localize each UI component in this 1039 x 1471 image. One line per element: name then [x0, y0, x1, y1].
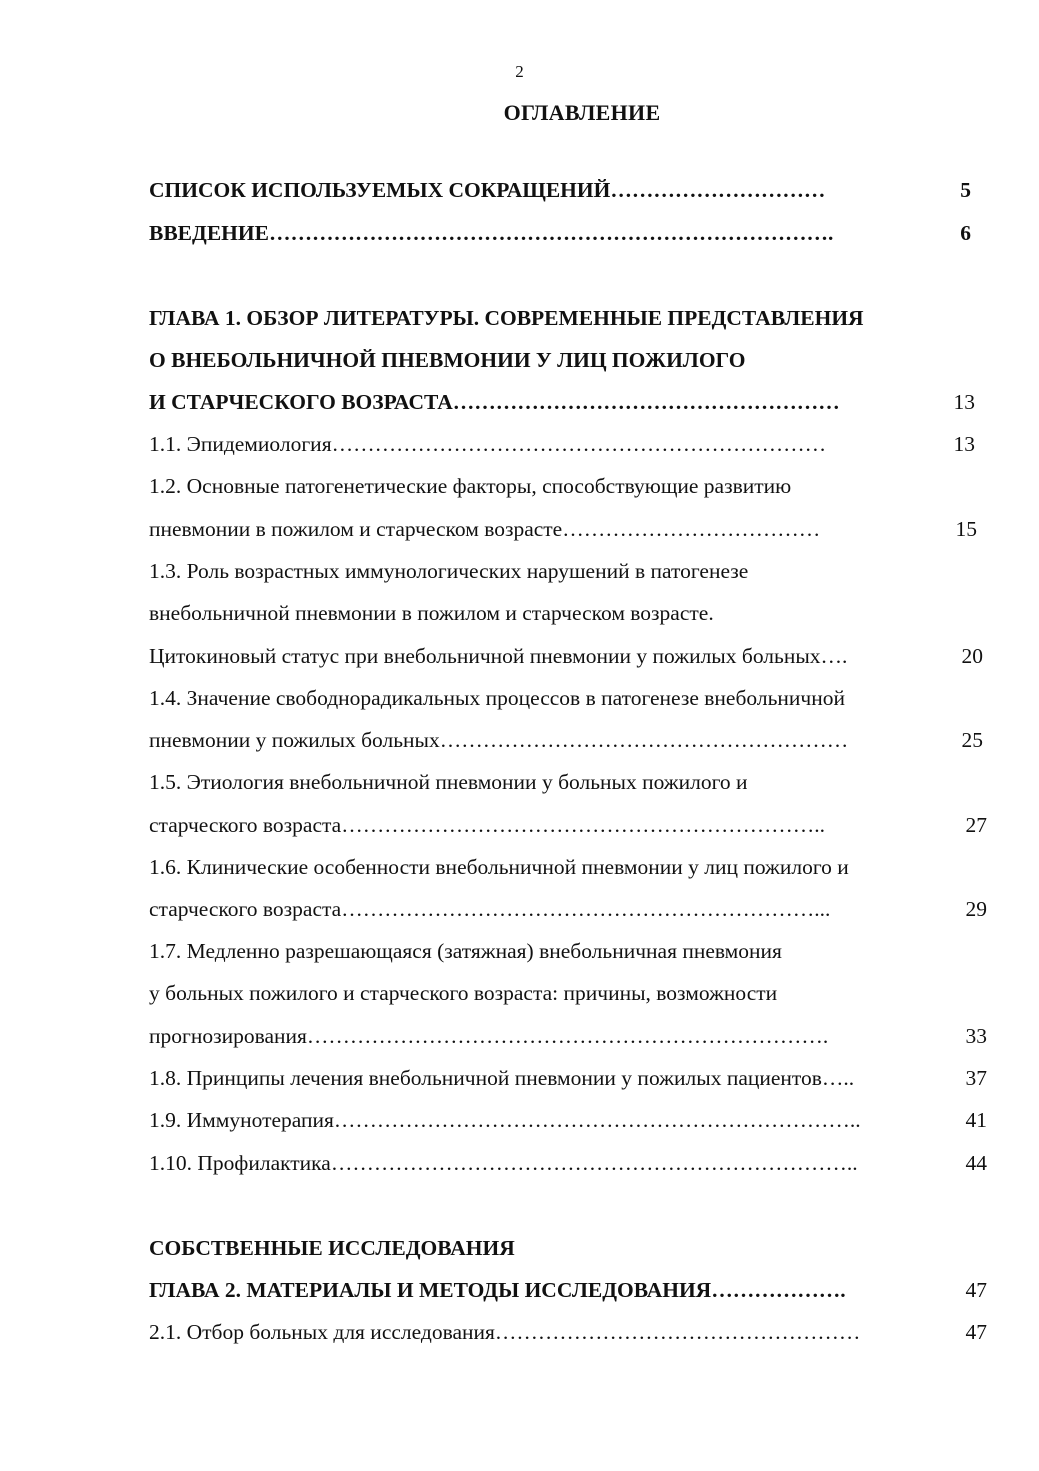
toc-entry-page: 37 — [965, 1066, 987, 1090]
toc-entry-1-3-line2[interactable] — [149, 598, 987, 628]
toc-entry-1-3-line1[interactable] — [149, 556, 987, 586]
toc-entry-1-10[interactable] — [149, 1148, 987, 1178]
toc-entry-page: 6 — [960, 221, 971, 245]
toc-entry-chapter1-line2[interactable] — [149, 345, 987, 375]
toc-entry-1-7-line1[interactable] — [149, 936, 987, 966]
toc-entry-text: внебольничной пневмонии в пожилом и старческом возрасте. — [149, 601, 714, 625]
toc-entry-text: пневмонии в пожилом и старческом возрасте……………………………… — [149, 517, 821, 541]
toc-entry-text: ГЛАВА 2. МАТЕРИАЛЫ И МЕТОДЫ ИССЛЕДОВАНИЯ………………. — [149, 1278, 846, 1302]
toc-entry-text: 1.2. Основные патогенетические факторы, способствующие развитию — [149, 474, 792, 498]
toc-entry-page: 29 — [965, 897, 987, 921]
toc-entry-2-1[interactable] — [149, 1317, 987, 1347]
toc-entry-text: 1.6. Клинические особенности внебольничной пневмонии у лиц пожилого и — [149, 855, 849, 879]
toc-entry-1-6-line2[interactable] — [149, 894, 987, 924]
toc-entry-text: ГЛАВА 1. ОБЗОР ЛИТЕРАТУРЫ. СОВРЕМЕННЫЕ ПРЕДСТАВЛЕНИЯ — [149, 306, 864, 330]
toc-entry-page: 47 — [965, 1278, 987, 1302]
toc-entry-1-4-line2[interactable] — [149, 725, 987, 755]
toc-title: ОГЛАВЛЕНИЕ — [503, 100, 661, 125]
toc-entry-text: старческого возраста…………………………………………………………... — [149, 897, 831, 921]
toc-entry-1-5-line1[interactable] — [149, 767, 987, 797]
toc-entry-introduction[interactable] — [149, 218, 987, 248]
toc-entry-text: старческого возраста………………………………………………………….. — [149, 813, 825, 837]
toc-section-own-research[interactable] — [149, 1233, 987, 1263]
toc-entry-text: прогнозирования………………………………………………………………. — [149, 1024, 829, 1048]
toc-entry-text: 1.4. Значение свободнорадикальных процессов в патогенезе внебольничной — [149, 686, 845, 710]
toc-entry-text: 1.5. Этиология внебольничной пневмонии у больных пожилого и — [149, 770, 748, 794]
toc-entry-text: 1.8. Принципы лечения внебольничной пневмонии у пожилых пациентов….. — [149, 1066, 855, 1090]
toc-entry-text: Цитокиновый статус при внебольничной пневмонии у пожилых больных…. — [149, 644, 848, 668]
toc-entry-text: ВВЕДЕНИЕ……………………………………………………………………. — [149, 221, 834, 245]
toc-entry-page: 44 — [965, 1151, 987, 1175]
toc-entry-chapter1-line1[interactable] — [149, 303, 987, 333]
toc-entry-page: 33 — [965, 1024, 987, 1048]
toc-entry-page: 13 — [953, 390, 975, 414]
toc-entry-text: 1.1. Эпидемиология…………………………………………………………… — [149, 432, 827, 456]
toc-entry-page: 27 — [965, 813, 987, 837]
toc-entry-page: 47 — [965, 1320, 987, 1344]
toc-entry-text: О ВНЕБОЛЬНИЧНОЙ ПНЕВМОНИИ У ЛИЦ ПОЖИЛОГО — [149, 348, 746, 372]
toc-entry-1-7-line2[interactable] — [149, 978, 987, 1008]
toc-entry-text: 2.1. Отбор больных для исследования…………………………………………… — [149, 1320, 861, 1344]
toc-entry-1-6-line1[interactable] — [149, 852, 987, 882]
toc-entry-text: И СТАРЧЕСКОГО ВОЗРАСТА……………………………………………… — [149, 390, 840, 414]
toc-entry-page: 41 — [965, 1108, 987, 1132]
toc-entry-1-9[interactable] — [149, 1105, 987, 1135]
toc-entry-page: 15 — [955, 517, 977, 541]
toc-entry-text: у больных пожилого и старческого возраста: причины, возможности — [149, 981, 778, 1005]
toc-entry-chapter1-line3[interactable] — [149, 387, 987, 417]
toc-entry-1-5-line2[interactable] — [149, 810, 987, 840]
toc-entry-1-1[interactable] — [149, 429, 987, 459]
toc-entry-abbreviations[interactable] — [149, 175, 987, 205]
toc-entry-1-8[interactable] — [149, 1063, 987, 1093]
toc-entry-text: 1.9. Иммунотерапия……………………………………………………………….. — [149, 1108, 861, 1132]
toc-entry-text: СОБСТВЕННЫЕ ИССЛЕДОВАНИЯ — [149, 1236, 515, 1260]
toc-entry-1-2-line2[interactable] — [149, 514, 987, 544]
toc-entry-1-2-line1[interactable] — [149, 471, 987, 501]
toc-entry-1-4-line1[interactable] — [149, 683, 987, 713]
toc-entry-1-7-line3[interactable] — [149, 1021, 987, 1051]
toc-entry-1-3-line3[interactable] — [149, 641, 987, 671]
toc-entry-text: СПИСОК ИСПОЛЬЗУЕМЫХ СОКРАЩЕНИЙ………………………… — [149, 178, 826, 202]
toc-entry-page: 13 — [953, 432, 975, 456]
toc-entry-text: 1.3. Роль возрастных иммунологических нарушений в патогенезе — [149, 559, 749, 583]
toc-entry-text: 1.10. Профилактика……………………………………………………………….. — [149, 1151, 858, 1175]
toc-entry-page: 5 — [960, 178, 971, 202]
page-number: 2 — [515, 62, 524, 81]
toc-entry-text: пневмонии у пожилых больных………………………………………………… — [149, 728, 849, 752]
toc-entry-page: 25 — [961, 728, 983, 752]
toc-entry-page: 20 — [961, 644, 983, 668]
toc-entry-chapter2[interactable] — [149, 1275, 987, 1305]
toc-entry-text: 1.7. Медленно разрешающаяся (затяжная) внебольничная пневмония — [149, 939, 782, 963]
